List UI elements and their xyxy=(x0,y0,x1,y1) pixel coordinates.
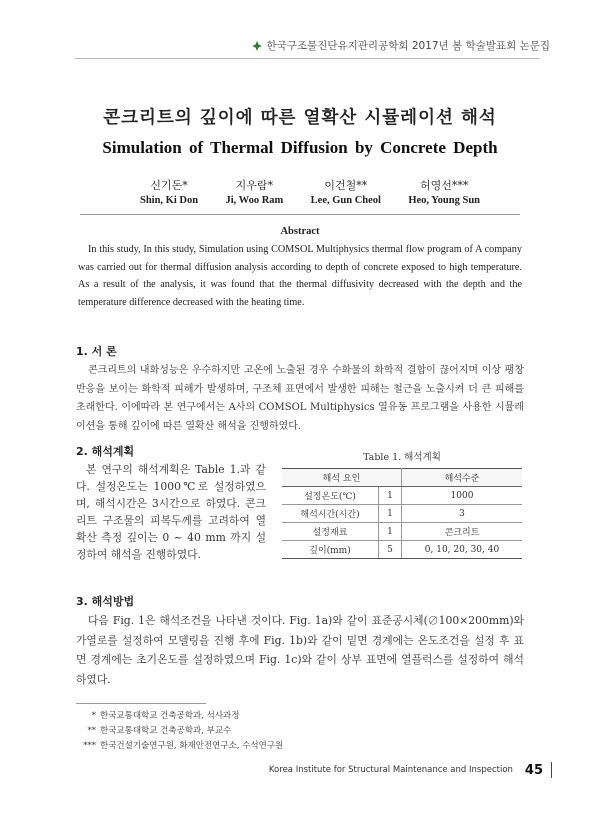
table-header-row xyxy=(282,469,522,487)
section-plan-title: 2. 해석계획 xyxy=(76,445,135,458)
table-cell-factor: 설정온도(℃) xyxy=(282,487,379,505)
table-cell-level: 0, 10, 20, 30, 40 xyxy=(402,541,523,559)
footnote-mark: * xyxy=(91,711,96,721)
table-cell-count: 5 xyxy=(379,541,402,559)
author-name-en: Ji, Woo Ram xyxy=(225,195,284,206)
table-cell-count: 1 xyxy=(379,487,402,505)
section-plan-text: 본 연구의 해석계획은 Table 1.과 같다. 설정온도는 1000℃로 설정하였으며, 해석시간은 3시간으로 하였다. 콘크리트 구조물의 피복두께를 고려하여 열확산 측정 깊이는 0 ~ 40 mm 까지 설정하여 해석을 진행하였다. xyxy=(76,463,266,561)
table-row xyxy=(282,487,522,505)
author-name-en: Lee, Gun Cheol xyxy=(310,195,381,206)
footnote-mark: *** xyxy=(83,741,96,751)
author-2 xyxy=(225,178,283,208)
header-divider xyxy=(75,58,540,59)
author-name-en: Heo, Young Sun xyxy=(408,195,480,206)
author-divider xyxy=(80,214,520,215)
footer-institute: Korea Institute for Structural Maintenance and Inspection xyxy=(268,765,513,775)
leaf-logo-icon xyxy=(252,41,262,51)
table-cell-factor: 설정재료 xyxy=(282,523,379,541)
table-row xyxy=(282,505,522,523)
author-name-ko: 허영선*** xyxy=(419,179,469,192)
page-footer xyxy=(269,762,552,778)
table-cell-count: 1 xyxy=(379,505,402,523)
table-header-factor: 해석 요인 xyxy=(282,469,402,487)
author-list xyxy=(140,178,480,208)
section-method-text: 다음 Fig. 1은 해석조건을 나타낸 것이다. Fig. 1a)와 같이 표준공시체(∅100×200mm)와 가열로를 설정하여 모델링을 진행 후에 Fig. 1b)와 같이 밑면 경계에는 온도조건을 설정 후 표면 경계에는 초기온도를 설정하였으며 Fig. 1c)와 같이 상부 표면에 열플럭스를 설정하여 해석하였다. xyxy=(76,614,524,686)
footnote-text: 한국교통대학교 건축공학과, 석사과정 xyxy=(100,711,240,721)
footnotes xyxy=(80,709,283,754)
title-korean: 콘크리트의 깊이에 따른 열확산 시뮬레이션 해석 xyxy=(103,108,497,128)
table-cell-level: 콘크리트 xyxy=(402,523,523,541)
section-intro-title: 1. 서 론 xyxy=(76,345,117,358)
footnote-item xyxy=(80,739,283,754)
footnote-text: 한국교통대학교 건축공학과, 부교수 xyxy=(100,726,232,736)
abstract-text: In this study, In this study, Simulation using COMSOL Multiphysics thermal flow program of A company was carried out for thermal diffusion analysis according to depth of concrete exposed to high temperature. As a result of the analysis, it was found that the thermal diffusivity decreased with the depth and the temperature difference decreased with the heating time. xyxy=(78,244,522,308)
title-english: Simulation of Thermal Diffusion by Concrete Depth xyxy=(102,138,498,157)
table-cell-factor: 깊이(mm) xyxy=(282,541,379,559)
section-intro-text: 콘크리트의 내화성능은 우수하지만 고온에 노출된 경우 수화물의 화학적 결합이 끊어지며 이상 팽창 반응을 보이는 화학적 피해가 발생하며, 구조체 표면에서 발생한 피해는 철근을 노출시켜 더 큰 피해를 초래한다. 이에따라 본 연구에서는 A사의 COMSOL Multiphysics 열유동 프로그램을 사용한 시뮬레이션을 통해 깊이에 따른 열확산 해석을 진행하였다. xyxy=(76,365,524,432)
footnote-mark: ** xyxy=(87,726,96,736)
author-name-en: Shin, Ki Don xyxy=(140,195,199,206)
table-cell-level: 1000 xyxy=(402,487,523,505)
footnote-text: 한국건설기술연구원, 화재안전연구소, 수석연구원 xyxy=(100,741,284,751)
footnote-item xyxy=(80,724,283,739)
footer-bar xyxy=(551,762,552,778)
author-4 xyxy=(408,178,480,208)
table-caption: Table 1. 해석계획 xyxy=(363,452,441,463)
analysis-plan-table xyxy=(282,468,522,559)
author-name-ko: 신기돈* xyxy=(150,179,188,192)
page-number: 45 xyxy=(524,762,543,778)
author-name-ko: 이건철** xyxy=(324,179,368,192)
journal-name: 한국구조물진단유지관리공학회 2017년 봄 학술발표회 논문집 xyxy=(266,40,550,52)
author-1 xyxy=(140,178,198,208)
section-method-title: 3. 해석방법 xyxy=(76,595,135,608)
table-row xyxy=(282,523,522,541)
author-name-ko: 지우람* xyxy=(235,179,274,192)
footnote-divider xyxy=(76,703,206,704)
table-row xyxy=(282,541,522,559)
author-3 xyxy=(311,178,381,208)
abstract-heading: Abstract xyxy=(280,226,320,237)
journal-header xyxy=(252,38,550,53)
footnote-item xyxy=(80,709,283,724)
table-cell-count: 1 xyxy=(379,523,402,541)
table-header-level: 해석수준 xyxy=(402,469,523,487)
table-cell-level: 3 xyxy=(402,505,523,523)
table-cell-factor: 해석시간(시간) xyxy=(282,505,379,523)
